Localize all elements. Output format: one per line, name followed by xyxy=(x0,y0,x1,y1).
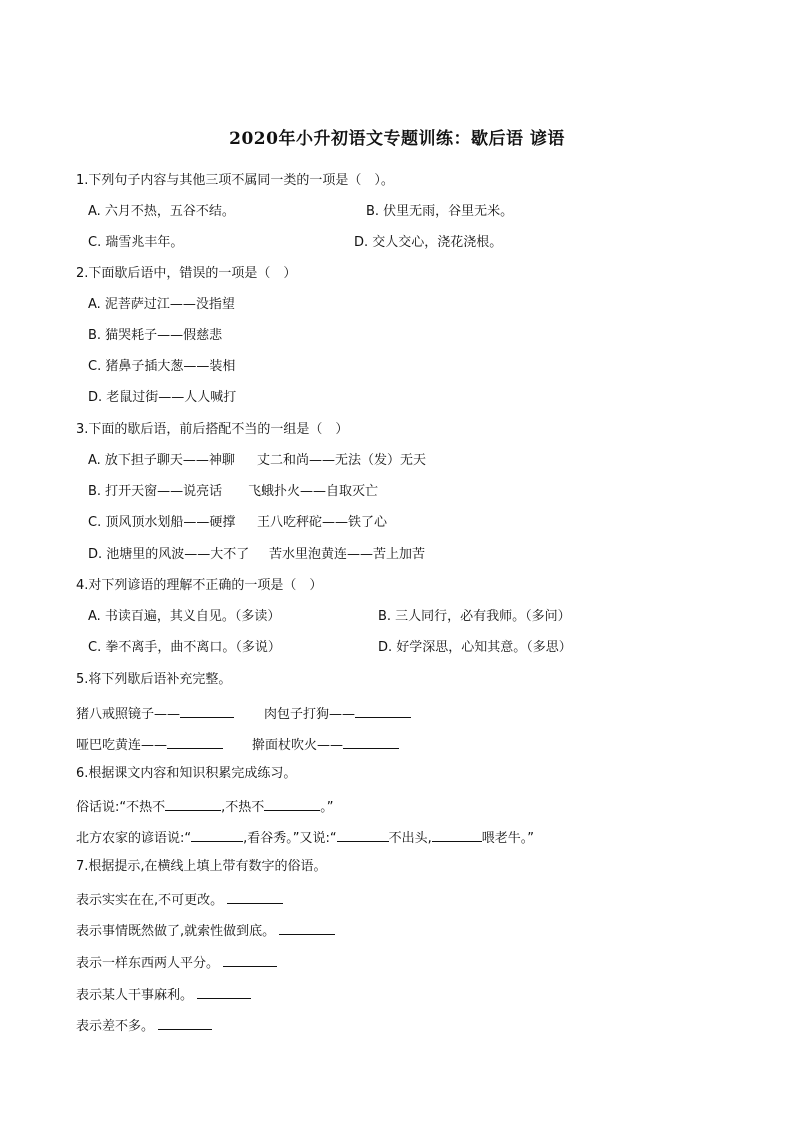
answer-blank[interactable] xyxy=(167,734,223,749)
item-text: 表示差不多。 xyxy=(76,1019,155,1034)
answer-blank[interactable] xyxy=(279,920,335,935)
question-7-item-2 xyxy=(76,920,335,941)
question-4-option-d: D. 好学深思，心知其意。（多思） xyxy=(378,640,572,655)
question-5-item-4 xyxy=(252,734,399,755)
answer-blank[interactable] xyxy=(432,827,482,842)
answer-blank[interactable] xyxy=(158,1015,212,1030)
question-5-item-2 xyxy=(264,703,411,724)
question-7-item-4 xyxy=(76,984,251,1005)
question-1-stem: 1.下列句子内容与其他三项不属同一类的一项是（ ）。 xyxy=(76,173,394,188)
question-5-item-3 xyxy=(76,734,223,755)
question-6-line-1 xyxy=(76,796,334,817)
answer-blank[interactable] xyxy=(165,796,221,811)
question-3-option-a-first: A. 放下担子聊天——神聊 xyxy=(88,453,235,468)
line-text: 。” xyxy=(320,800,334,815)
answer-blank[interactable] xyxy=(191,827,243,842)
question-1-option-d: D. 交人交心，浇花浇根。 xyxy=(354,235,503,250)
line-text: 北方农家的谚语说:“ xyxy=(76,831,192,846)
question-4-option-c: C. 拳不离手，曲不离口。（多说） xyxy=(88,640,281,655)
question-4-option-b: B. 三人同行，必有我师。（多问） xyxy=(378,609,571,624)
question-5-item-1 xyxy=(76,703,234,724)
answer-blank[interactable] xyxy=(223,952,277,967)
question-7-stem: 7.根据提示,在横线上填上带有数字的俗语。 xyxy=(76,859,327,874)
question-2-stem: 2.下面歇后语中，错误的一项是（ ） xyxy=(76,266,297,281)
question-3-option-b-first: B. 打开天窗——说亮话 xyxy=(88,484,223,499)
answer-blank[interactable] xyxy=(343,734,399,749)
question-4-option-a: A. 书读百遍，其义自见。（多读） xyxy=(88,609,281,624)
answer-blank[interactable] xyxy=(180,703,234,718)
question-2-option-b: B. 猫哭耗子——假慈悲 xyxy=(88,328,223,343)
question-1-option-c: C. 瑞雪兆丰年。 xyxy=(88,235,184,250)
item-text: 猪八戒照镜子—— xyxy=(76,707,181,722)
question-3-option-b-second: 飞蛾扑火——自取灭亡 xyxy=(248,484,379,499)
answer-blank[interactable] xyxy=(337,827,389,842)
answer-blank[interactable] xyxy=(197,984,251,999)
item-text: 表示事情既然做了,就索性做到底。 xyxy=(76,924,276,939)
answer-blank[interactable] xyxy=(355,703,411,718)
item-text: 表示某人干事麻利。 xyxy=(76,988,194,1003)
answer-blank[interactable] xyxy=(264,796,320,811)
item-text: 哑巴吃黄连—— xyxy=(76,738,168,753)
item-text: 擀面杖吹火—— xyxy=(252,738,344,753)
question-7-item-3 xyxy=(76,952,277,973)
question-5-stem: 5.将下列歇后语补充完整。 xyxy=(76,672,232,687)
item-text: 肉包子打狗—— xyxy=(264,707,356,722)
question-2-option-c: C. 猪鼻子插大葱——装相 xyxy=(88,359,236,374)
question-2-option-a: A. 泥菩萨过江——没指望 xyxy=(88,297,235,312)
question-7-item-1 xyxy=(76,889,283,910)
question-1-option-a: A. 六月不热，五谷不结。 xyxy=(88,204,235,219)
line-text: ,看谷秀。”又说:“ xyxy=(243,831,337,846)
question-4-stem: 4.对下列谚语的理解不正确的一项是（ ） xyxy=(76,578,323,593)
question-1-option-b: B. 伏里无雨，谷里无米。 xyxy=(366,204,514,219)
answer-blank[interactable] xyxy=(227,889,283,904)
line-text: 俗话说:“不热不 xyxy=(76,800,166,815)
question-2-option-d: D. 老鼠过街——人人喊打 xyxy=(88,390,237,405)
line-text: ,不热不 xyxy=(221,800,265,815)
item-text: 表示一样东西两人平分。 xyxy=(76,956,220,971)
item-text: 表示实实在在,不可更改。 xyxy=(76,893,224,908)
line-text: 喂老牛。” xyxy=(481,831,534,846)
question-3-option-d-second: 苦水里泡黄连——苦上加苦 xyxy=(269,547,426,562)
line-text: 不出头, xyxy=(388,831,432,846)
question-7-item-5 xyxy=(76,1015,212,1036)
question-3-option-c-second: 王八吃秤砣——铁了心 xyxy=(257,515,388,530)
question-3-option-d-first: D. 池塘里的风波——大不了 xyxy=(88,547,250,562)
question-3-stem: 3.下面的歇后语，前后搭配不当的一组是（ ） xyxy=(76,422,349,437)
question-3-option-c-first: C. 顶风顶水划船——硬撑 xyxy=(88,515,236,530)
question-3-option-a-second: 丈二和尚——无法（发）无天 xyxy=(257,453,427,468)
question-6-line-2 xyxy=(76,827,534,848)
question-6-stem: 6.根据课文内容和知识积累完成练习。 xyxy=(76,766,297,781)
page-title: 2020年小升初语文专题训练：歇后语 谚语 xyxy=(229,129,565,149)
